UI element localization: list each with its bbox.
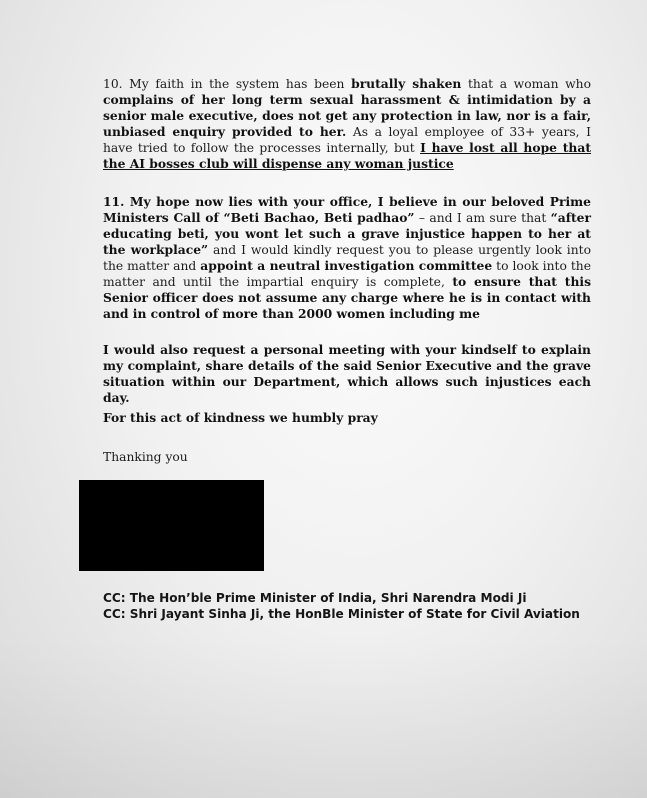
text-bold: “after educating beti, you wont let such a grave injustice happen to her at the workplace”: [103, 210, 591, 257]
text-bold: 11. My hope now lies with your office, I believe in our beloved Prime Ministers Call of “Beti Bachao, Beti padhao”: [103, 194, 591, 225]
request-paragraph: I would also request a personal meeting with your kindself to explain my complaint, share details of the said Senior Executive and the grave situation within our Department, which allows such injustices each day.: [103, 342, 591, 405]
text: As a loyal employee of 33+ years, I have tried to follow the processes internally, but: [103, 125, 591, 155]
paragraph-11: [103, 194, 591, 322]
cc-line-1: CC: The Hon’ble Prime Minister of India, Shri Narendra Modi Ji: [103, 591, 527, 605]
text: 10. My faith in the system has been: [103, 77, 352, 91]
text-bold: to ensure that this Senior officer does not assume any charge where he is in contact with and in control of more than 2000 women including me: [103, 274, 591, 321]
text-bold: brutally shaken: [351, 76, 462, 91]
text-bold: appoint a neutral investigation committee: [200, 258, 493, 273]
text: – and I am sure that: [414, 211, 551, 225]
text: that a woman who: [461, 77, 591, 91]
cc-line-2: CC: Shri Jayant Sinha Ji, the HonBle Minister of State for Civil Aviation: [103, 607, 580, 621]
text-bold: complains of her long term sexual harassment & intimidation by a senior male executive, does not get any protection in law, nor is a fair, unbiased enquiry provided to her.: [103, 92, 591, 139]
text: to look into the matter and until the impartial enquiry is complete,: [103, 259, 591, 289]
paper-shadow: [0, 638, 647, 798]
closing-line: Thanking you: [103, 450, 188, 464]
paragraph-10: [103, 76, 591, 172]
prayer-line: For this act of kindness we humbly pray: [103, 410, 378, 425]
text-bold-underlined: I have lost all hope that the AI bosses club will dispense any woman justice: [103, 140, 592, 171]
redacted-signature-block: [79, 480, 264, 571]
text: and I would kindly request you to please urgently look into the matter and: [103, 243, 591, 273]
